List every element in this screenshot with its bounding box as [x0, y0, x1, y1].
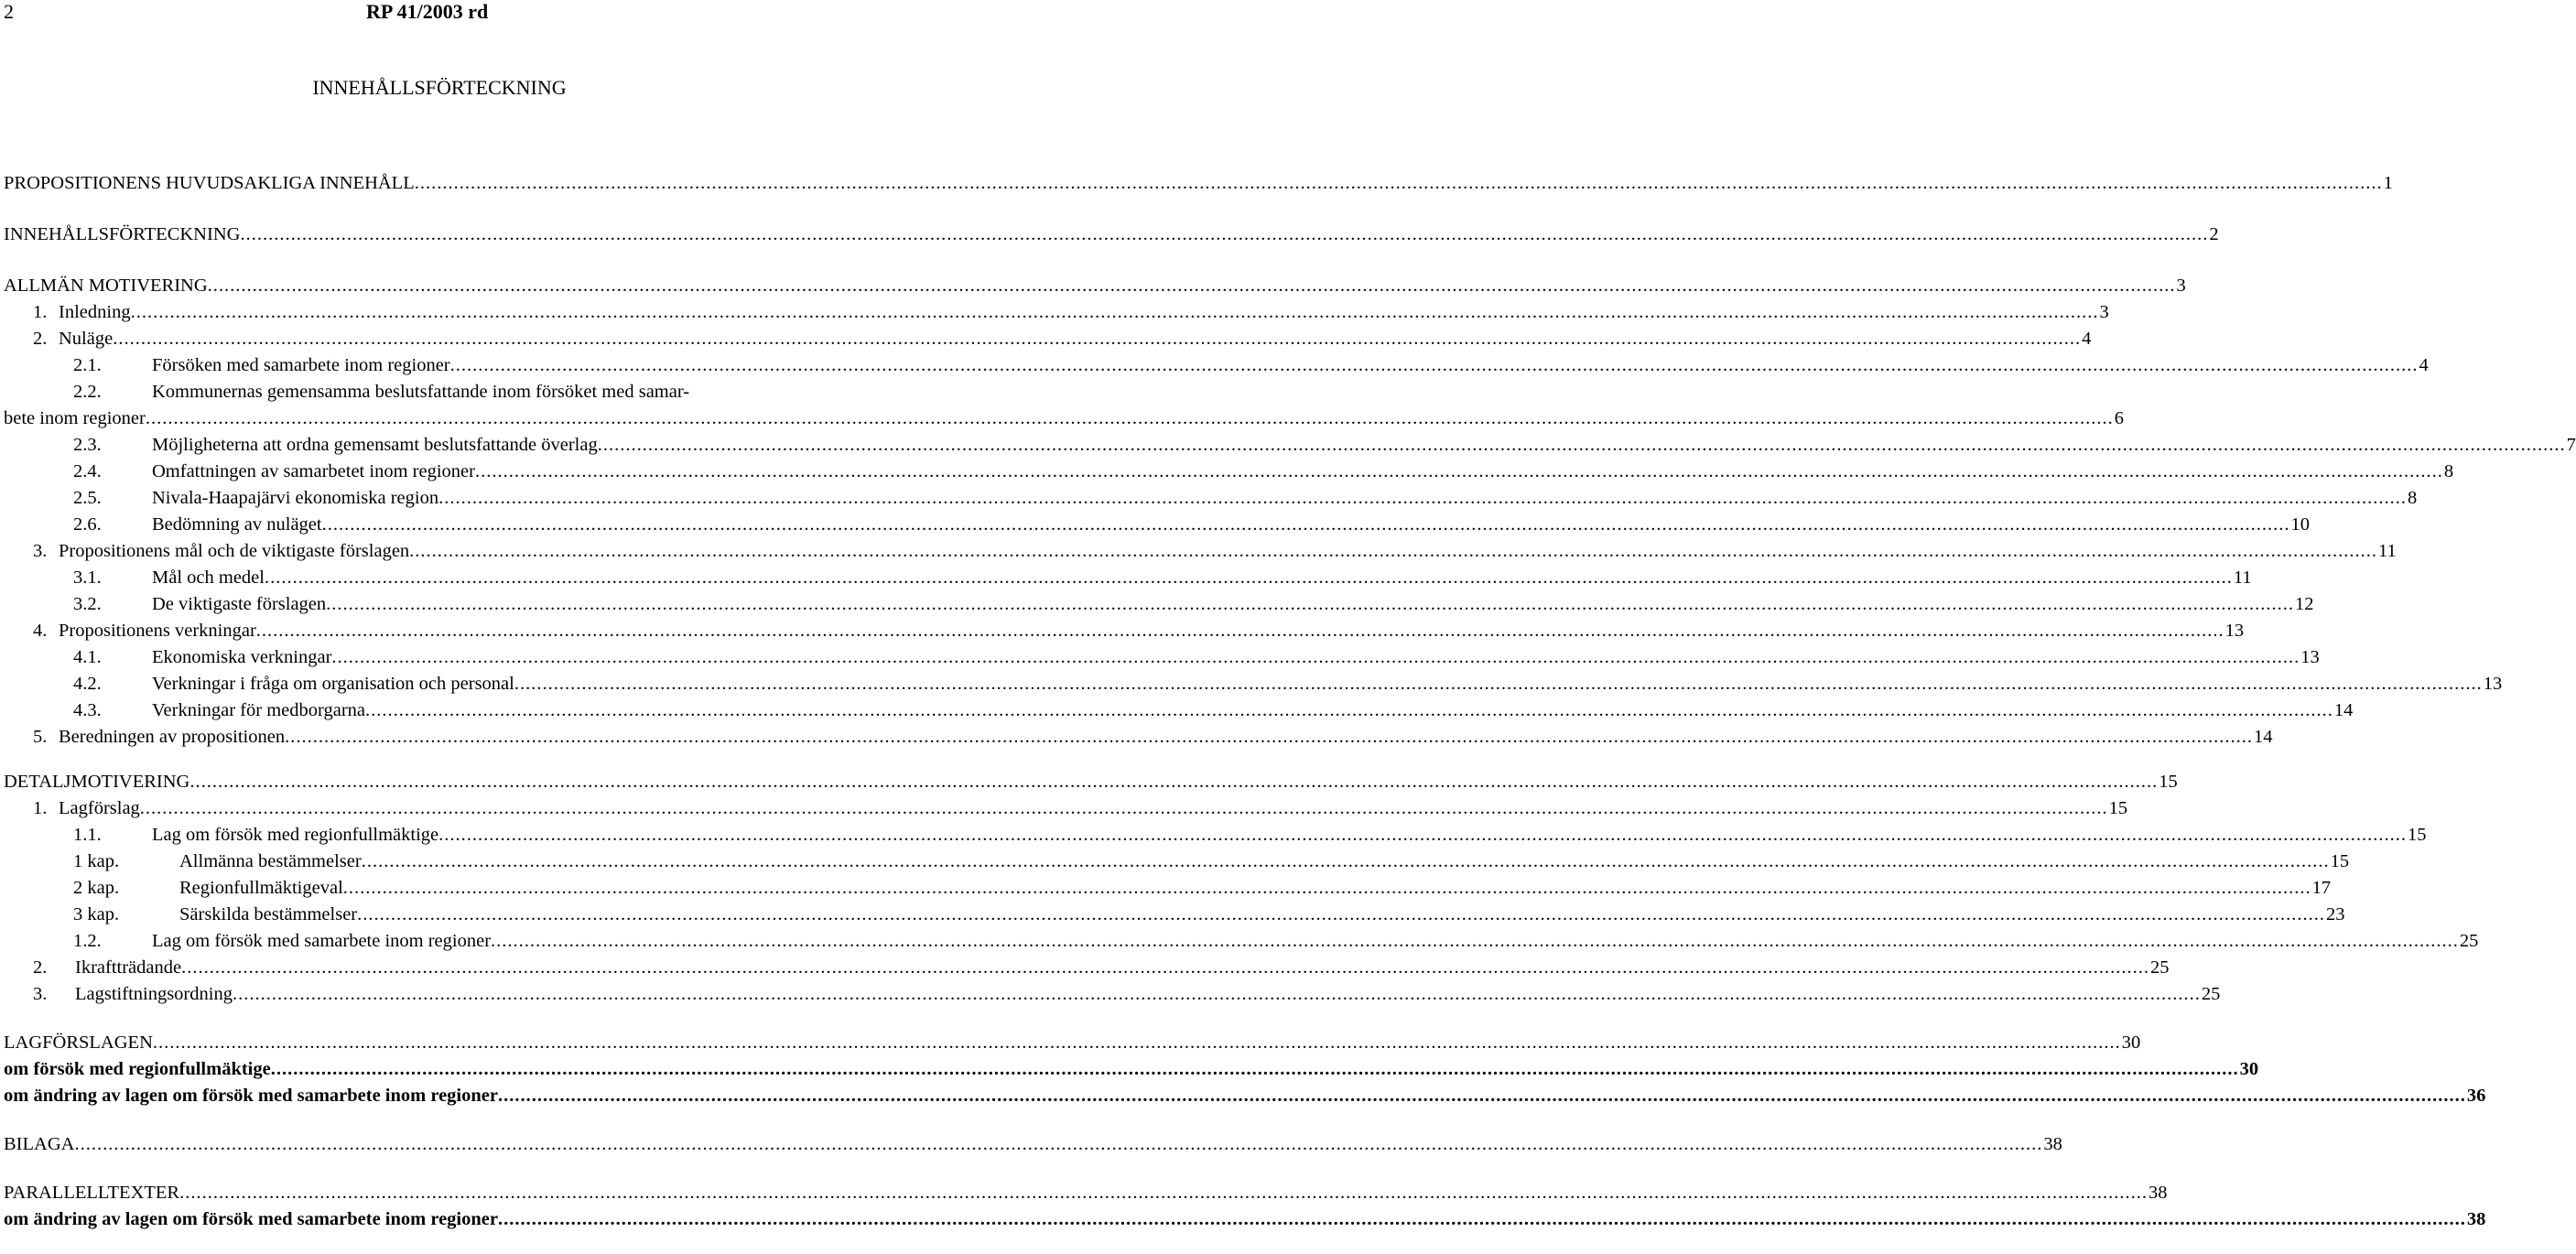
- toc-entry-title: De viktigaste förslagen: [152, 594, 327, 614]
- dot-leader: [189, 769, 2158, 795]
- toc-entry-title: Ekonomiska verkningar: [152, 647, 332, 667]
- running-head: RP 41/2003 rd: [366, 0, 489, 23]
- toc-entry-title: ALLMÄN MOTIVERING: [4, 276, 208, 296]
- toc-entry-number: 4.1.: [73, 647, 102, 667]
- toc-entry-page: 2: [2209, 224, 2219, 244]
- toc-entry-number: 2 kap.: [73, 878, 120, 898]
- toc-entry-title: Försöken med samarbete inom regioner: [152, 355, 450, 375]
- dot-leader: [131, 299, 2099, 326]
- toc-entry[interactable]: [4, 432, 2576, 459]
- toc-entry-title: PROPOSITIONENS HUVUDSAKLIGA INNEHÅLL: [4, 173, 415, 193]
- toc-entry[interactable]: [4, 512, 2310, 538]
- toc-entry[interactable]: [4, 1131, 2062, 1158]
- toc-entry[interactable]: [4, 928, 2479, 955]
- toc-entry-title: Nuläge: [59, 329, 114, 349]
- toc-entry-page: 15: [2408, 825, 2427, 845]
- toc-entry-page: 3: [2099, 302, 2109, 322]
- toc-entry-number: 2.2.: [73, 382, 102, 402]
- dot-leader: [357, 902, 2325, 928]
- toc-entry-number: 2.1.: [73, 355, 102, 375]
- toc-entry-number: 4.2.: [73, 674, 102, 694]
- toc-entry[interactable]: [4, 1056, 2259, 1083]
- toc-entry-page: 12: [2295, 594, 2314, 614]
- toc-entry-page: 13: [2224, 621, 2245, 641]
- toc-entry-page: 4: [2419, 355, 2429, 375]
- toc-entry-page: 11: [2378, 541, 2397, 561]
- toc-entry-title: Allmänna bestämmelser: [179, 851, 362, 871]
- toc-entry-page: 30: [2121, 1032, 2141, 1053]
- dot-leader: [74, 1131, 2042, 1158]
- toc-entry-page: 14: [2333, 700, 2354, 720]
- dot-leader: [409, 538, 2377, 565]
- toc-entry-page: 15: [2108, 798, 2128, 818]
- toc-entry[interactable]: [4, 222, 2219, 248]
- toc-entry-title: INNEHÅLLSFÖRTECKNING: [4, 224, 241, 244]
- page-number: 2: [4, 0, 14, 23]
- dot-leader: [362, 849, 2330, 875]
- dot-leader: [343, 875, 2311, 902]
- toc-entry-number: 5.: [33, 727, 48, 747]
- toc-entry-page: 36: [2466, 1086, 2486, 1106]
- toc-entry[interactable]: [4, 170, 2393, 197]
- toc-entry-number: 3.: [33, 541, 48, 561]
- toc-entry-page: 1: [2383, 173, 2393, 193]
- toc-entry[interactable]: [4, 902, 2345, 928]
- toc-entry[interactable]: [4, 1083, 2486, 1109]
- toc-entry-page: 30: [2239, 1059, 2259, 1079]
- toc-entry[interactable]: [4, 1206, 2486, 1233]
- toc-entry[interactable]: [4, 822, 2427, 849]
- toc-entry-title: Propositionens verkningar: [59, 621, 256, 641]
- toc-entry-number: 1.2.: [73, 931, 102, 951]
- toc-entry-page: 4: [2082, 329, 2092, 349]
- dot-leader: [331, 644, 2300, 671]
- toc-entry[interactable]: [4, 459, 2454, 485]
- toc-entry-page: 25: [2149, 957, 2170, 978]
- toc-entry-number: 2.: [33, 957, 48, 978]
- dot-leader: [208, 273, 2176, 299]
- dot-leader: [240, 222, 2208, 248]
- toc-entry[interactable]: [4, 273, 2186, 299]
- toc-entry-number: 2.5.: [73, 488, 102, 508]
- toc-entry[interactable]: [4, 644, 2320, 671]
- toc-entry-title: Verkningar i fråga om organisation och personal: [152, 674, 514, 694]
- toc-entry-page: 23: [2326, 904, 2345, 924]
- toc-entry-page: 38: [2466, 1209, 2486, 1229]
- toc-entry-number: 1.1.: [73, 825, 102, 845]
- toc-entry[interactable]: [4, 326, 2092, 352]
- dot-leader: [498, 1206, 2466, 1233]
- dot-leader: [491, 928, 2459, 955]
- toc-entry-page: 8: [2443, 461, 2454, 481]
- toc-entry-title: Beredningen av propositionen: [59, 727, 286, 747]
- dot-leader: [415, 170, 2383, 197]
- dot-leader: [475, 459, 2443, 485]
- toc-entry-number: 2.4.: [73, 461, 102, 481]
- toc-entry-title: Särskilda bestämmelser: [179, 904, 358, 924]
- toc-entry-number: 1.: [33, 302, 48, 322]
- toc-entry-page: 38: [2043, 1134, 2062, 1154]
- toc-entry-title: Ikraftträdande: [75, 957, 182, 978]
- toc-entry-title: Verkningar för medborgarna: [152, 700, 366, 720]
- toc-entry-title: DETALJMOTIVERING: [4, 772, 190, 792]
- toc-entry-page: 17: [2311, 878, 2332, 898]
- toc-entry-page: 25: [2459, 931, 2479, 951]
- toc-entry[interactable]: [4, 565, 2252, 591]
- toc-entry[interactable]: [4, 697, 2354, 724]
- dot-leader: [113, 326, 2081, 352]
- toc-entry-page: 15: [2159, 772, 2178, 792]
- dot-leader: [438, 485, 2407, 512]
- toc-entry[interactable]: [4, 591, 2314, 618]
- toc-entry-title: Omfattningen av samarbetet inom regioner: [152, 461, 475, 481]
- dot-leader: [256, 618, 2224, 644]
- toc-entry-title: Lagförslag: [59, 798, 140, 818]
- toc-entry[interactable]: [4, 875, 2332, 902]
- toc-entry-title: Regionfullmäktigeval: [179, 878, 343, 898]
- toc-entry-title: Nivala-Haapajärvi ekonomiska region: [152, 488, 439, 508]
- toc-entry-page: 25: [2201, 984, 2221, 1004]
- toc-entry[interactable]: [4, 538, 2397, 565]
- toc-entry[interactable]: [4, 352, 2429, 379]
- dot-leader: [450, 352, 2419, 379]
- toc-entry-title: om ändring av lagen om försök med samarbete inom regioner: [4, 1209, 498, 1229]
- toc-entry-title: om ändring av lagen om försök med samarbete inom regioner: [4, 1086, 498, 1106]
- dot-leader: [598, 432, 2566, 459]
- toc-entry[interactable]: [4, 1180, 2168, 1206]
- toc-entry-page: 8: [2407, 488, 2418, 508]
- toc-entry-page: 10: [2290, 514, 2310, 535]
- dot-leader: [179, 1180, 2148, 1206]
- table-of-contents: [4, 170, 2576, 1233]
- dot-leader: [514, 671, 2483, 697]
- toc-entry-page: 14: [2253, 727, 2273, 747]
- toc-entry-page: 11: [2233, 568, 2252, 588]
- toc-entry-title: om försök med regionfullmäktige: [4, 1059, 271, 1079]
- toc-entry-number: 1 kap.: [73, 851, 120, 871]
- toc-entry[interactable]: [4, 299, 2109, 326]
- toc-entry-title: Lag om försök med regionfullmäktige: [152, 825, 439, 845]
- dot-leader: [140, 795, 2108, 822]
- toc-entry[interactable]: [4, 795, 2128, 822]
- dot-leader: [265, 565, 2233, 591]
- toc-entry-number: 3.: [33, 984, 48, 1004]
- toc-entry-title: BILAGA: [4, 1134, 75, 1154]
- dot-leader: [233, 981, 2201, 1008]
- toc-entry-number: 1.: [33, 798, 48, 818]
- toc-entry[interactable]: [4, 849, 2350, 875]
- toc-entry-title: PARALLELLTEXTER: [4, 1183, 180, 1203]
- toc-entry[interactable]: [4, 769, 2178, 795]
- toc-entry-number: 3 kap.: [73, 904, 120, 924]
- toc-entry-title: Lagstiftningsordning: [75, 984, 233, 1004]
- toc-entry-title: Mål och medel: [152, 568, 265, 588]
- dot-leader: [271, 1056, 2239, 1083]
- dot-leader: [326, 591, 2294, 618]
- toc-entry[interactable]: [4, 1030, 2141, 1056]
- toc-entry[interactable]: [4, 618, 2245, 644]
- dot-leader: [322, 512, 2290, 538]
- toc-entry-page: 13: [2300, 647, 2320, 667]
- dot-leader: [181, 955, 2149, 981]
- dot-leader: [153, 1030, 2121, 1056]
- toc-entry[interactable]: [4, 955, 2170, 981]
- dot-leader: [285, 724, 2253, 751]
- toc-entry-page: 15: [2330, 851, 2350, 871]
- toc-entry-title: Propositionens mål och de viktigaste förslagen: [59, 541, 410, 561]
- toc-entry[interactable]: [4, 379, 875, 405]
- toc-entry-title: Bedömning av nuläget: [152, 514, 322, 535]
- toc-entry-title: Lag om försök med samarbete inom regioner: [152, 931, 492, 951]
- toc-entry-number: 2.3.: [73, 435, 102, 455]
- toc-entry-title: LAGFÖRSLAGEN: [4, 1032, 153, 1053]
- dot-leader: [438, 822, 2407, 849]
- toc-entry[interactable]: [4, 981, 2221, 1008]
- toc-entry-page: 13: [2483, 674, 2503, 694]
- toc-entry-page: 3: [2176, 276, 2186, 296]
- toc-entry-title-continued: bete inom regioner: [4, 408, 146, 428]
- toc-entry[interactable]: [4, 671, 2503, 697]
- toc-entry-number: 4.3.: [73, 700, 102, 720]
- toc-entry-number: 3.2.: [73, 594, 102, 614]
- toc-entry[interactable]: [4, 485, 2418, 512]
- toc-entry-page: 38: [2148, 1183, 2168, 1203]
- toc-entry[interactable]: [4, 724, 2273, 751]
- toc-entry-number: 2.: [33, 329, 48, 349]
- toc-entry-number: 2.6.: [73, 514, 102, 535]
- dot-leader: [365, 697, 2333, 724]
- toc-entry-page: 7: [2566, 435, 2576, 455]
- document-title: INNEHÅLLSFÖRTECKNING: [312, 76, 567, 99]
- toc-entry-title: Möjligheterna att ordna gemensamt beslutsfattande överlag: [152, 435, 598, 455]
- toc-entry-title: Inledning: [59, 302, 131, 322]
- toc-entry-number: 3.1.: [73, 568, 102, 588]
- toc-entry-number: 4.: [33, 621, 48, 641]
- dot-leader: [498, 1083, 2466, 1109]
- dot-leader: [146, 405, 2114, 432]
- toc-entry-title: Kommunernas gemensamma beslutsfattande inom försöket med samar-: [152, 382, 690, 402]
- toc-entry-continuation[interactable]: [4, 405, 2124, 432]
- toc-entry-page: 6: [2114, 408, 2124, 428]
